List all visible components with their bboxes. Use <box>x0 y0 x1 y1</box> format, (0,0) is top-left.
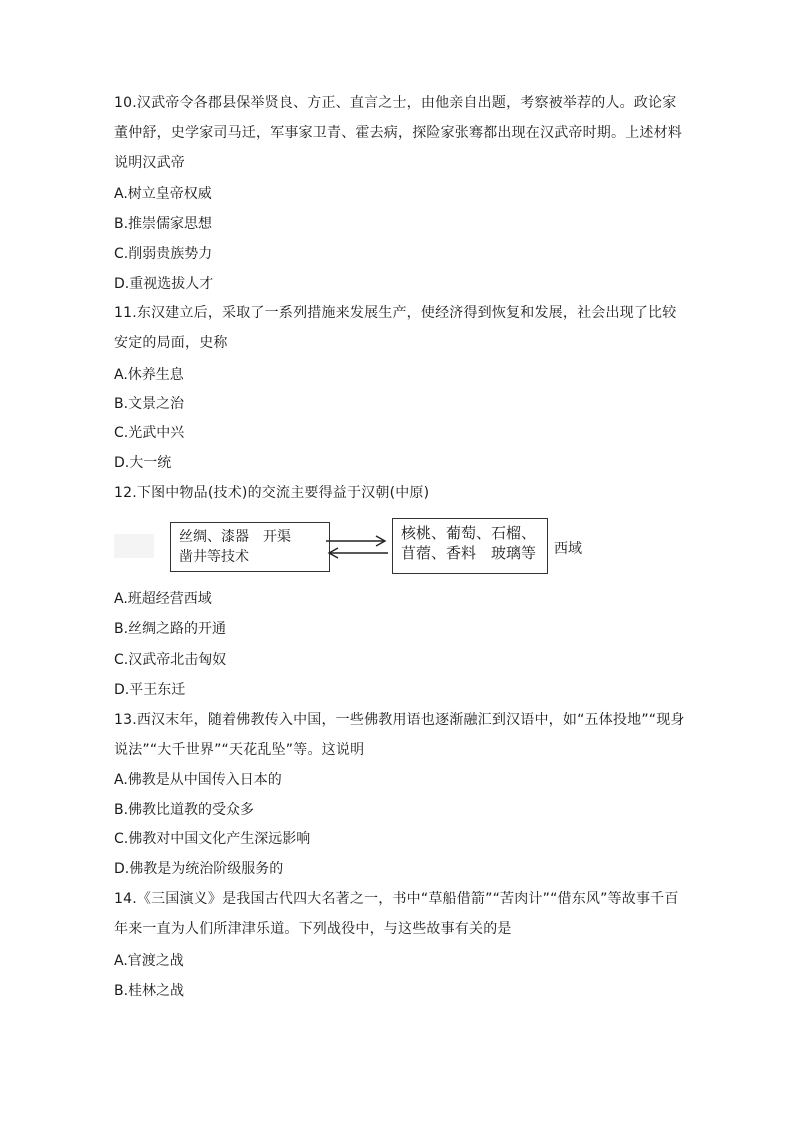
question-12-option-c: C.汉武帝北击匈奴 <box>114 652 227 668</box>
question-13-option-d: D.佛教是为统治阶级服务的 <box>114 861 284 877</box>
question-10-stem: 10.汉武帝令各郡县保举贤良、方正、直言之士，由他亲自出题，考察被举荐的人。政论家董仲舒，史学家司马迁，军事家卫青、霍去病，探险家张骞都出现在汉武帝时期。上述材料说明汉武帝 <box>114 95 682 171</box>
exchange-diagram <box>114 518 634 578</box>
question-13-stem: 13.西汉末年，随着佛教传入中国，一些佛教用语也逐渐融汇到汉语中，如“五体投地”“现身说法”“大千世界”“天花乱坠”等。这说明 <box>114 712 685 758</box>
question-13-option-a: A.佛教是从中国传入日本的 <box>114 772 282 788</box>
question-10-option-b: B.推崇儒家思想 <box>114 216 213 232</box>
question-11-option-b: B.文景之治 <box>114 396 185 412</box>
question-12-stem: 12.下图中物品(技术)的交流主要得益于汉朝(中原) <box>114 485 430 501</box>
question-10-option-a: A.树立皇帝权威 <box>114 186 212 202</box>
question-11-stem: 11.东汉建立后，采取了一系列措施来发展生产，使经济得到恢复和发展，社会出现了比较安定的局面，史称 <box>114 305 677 351</box>
two-way-arrows-icon <box>324 532 390 562</box>
question-14-option-b: B.桂林之战 <box>114 983 185 999</box>
question-10-option-d: D.重视选拔人才 <box>114 276 214 292</box>
western-regions-goods-box <box>392 518 548 574</box>
question-11-option-c: C.光武中兴 <box>114 425 185 441</box>
question-12-option-d: D.平王东迁 <box>114 682 186 698</box>
question-13-option-c: C.佛教对中国文化产生深远影响 <box>114 831 311 847</box>
question-11-option-d: D.大一统 <box>114 455 172 471</box>
question-10-option-c: C.削弱贵族势力 <box>114 246 213 262</box>
question-12-option-a: A.班超经营西域 <box>114 591 212 607</box>
western-goods-line-1: 核桃、葡萄、石榴、 <box>401 524 537 542</box>
question-11-option-a: A.休养生息 <box>114 367 184 383</box>
central-plains-goods-box <box>170 522 330 572</box>
question-14-option-a: A.官渡之战 <box>114 953 184 969</box>
question-12-option-b: B.丝绸之路的开通 <box>114 621 227 637</box>
western-regions-label: 西域 <box>554 541 582 557</box>
western-goods-line-2: 苜蓿、香料 玻璃等 <box>401 544 537 562</box>
central-goods-line-2: 凿井等技术 <box>179 549 249 565</box>
question-13-option-b: B.佛教比道教的受众多 <box>114 802 255 818</box>
question-14-stem: 14.《三国演义》是我国古代四大名著之一，书中“草船借箭”“苦肉计”“借东风”等故事千百年来一直为人们所津津乐道。下列战役中，与这些故事有关的是 <box>114 891 679 937</box>
scan-smudge <box>114 534 154 558</box>
central-goods-line-1: 丝绸、漆器 开渠 <box>179 529 291 545</box>
